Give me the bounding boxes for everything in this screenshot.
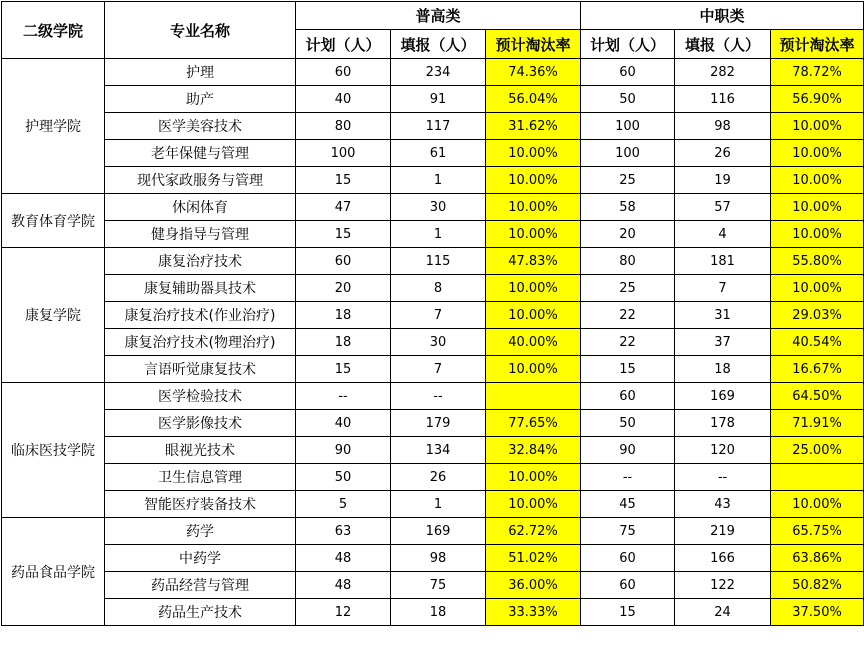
major-name: 智能医疗装备技术 xyxy=(105,491,296,518)
general-rate-cell: 10.00% xyxy=(486,194,581,221)
vocational-rate-cell: 10.00% xyxy=(771,275,864,302)
general-applied-cell: 61 xyxy=(391,140,486,167)
general-rate-cell: 10.00% xyxy=(486,491,581,518)
general-rate-cell: 33.33% xyxy=(486,599,581,626)
vocational-rate-cell: 10.00% xyxy=(771,491,864,518)
table-row xyxy=(2,329,864,356)
general-plan-cell: 15 xyxy=(296,167,391,194)
major-name: 康复治疗技术 xyxy=(105,248,296,275)
general-applied-cell: 234 xyxy=(391,59,486,86)
major-name: 康复治疗技术(作业治疗) xyxy=(105,302,296,329)
general-rate-cell: 47.83% xyxy=(486,248,581,275)
vocational-rate-cell: 10.00% xyxy=(771,221,864,248)
table-row xyxy=(2,464,864,491)
table-row xyxy=(2,221,864,248)
table-row xyxy=(2,518,864,545)
vocational-rate-cell: 64.50% xyxy=(771,383,864,410)
table-row xyxy=(2,113,864,140)
general-plan-cell: 5 xyxy=(296,491,391,518)
vocational-plan-cell: 80 xyxy=(581,248,675,275)
vocational-applied-cell: 57 xyxy=(675,194,771,221)
vocational-rate-cell: 37.50% xyxy=(771,599,864,626)
vocational-applied-cell: 7 xyxy=(675,275,771,302)
table-row xyxy=(2,599,864,626)
vocational-plan-cell: 50 xyxy=(581,410,675,437)
vocational-rate-cell: 50.82% xyxy=(771,572,864,599)
general-rate-cell: 10.00% xyxy=(486,140,581,167)
general-rate-cell: 62.72% xyxy=(486,518,581,545)
vocational-rate-cell: 29.03% xyxy=(771,302,864,329)
table-row xyxy=(2,275,864,302)
general-plan-cell: 60 xyxy=(296,248,391,275)
general-plan-cell: 63 xyxy=(296,518,391,545)
major-name: 康复治疗技术(物理治疗) xyxy=(105,329,296,356)
general-rate-cell: 36.00% xyxy=(486,572,581,599)
general-rate-cell: 74.36% xyxy=(486,59,581,86)
general-rate-cell: 10.00% xyxy=(486,302,581,329)
general-plan-cell: 48 xyxy=(296,545,391,572)
admission-table xyxy=(1,1,864,626)
general-applied-cell: -- xyxy=(391,383,486,410)
general-plan-cell: 60 xyxy=(296,59,391,86)
vocational-rate-cell: 71.91% xyxy=(771,410,864,437)
general-plan-cell: 15 xyxy=(296,221,391,248)
vocational-plan-cell: 100 xyxy=(581,140,675,167)
general-plan-cell: 50 xyxy=(296,464,391,491)
vocational-plan-cell: 15 xyxy=(581,599,675,626)
vocational-applied-cell: 169 xyxy=(675,383,771,410)
vocational-plan-cell: 20 xyxy=(581,221,675,248)
vocational-plan-cell: 60 xyxy=(581,59,675,86)
general-plan-cell: -- xyxy=(296,383,391,410)
general-rate-cell: 56.04% xyxy=(486,86,581,113)
general-plan-cell: 47 xyxy=(296,194,391,221)
table-row xyxy=(2,383,864,410)
major-name: 医学美容技术 xyxy=(105,113,296,140)
table-row xyxy=(2,437,864,464)
vocational-rate-cell: 55.80% xyxy=(771,248,864,275)
college-name: 护理学院 xyxy=(2,59,105,194)
vocational-rate-cell: 65.75% xyxy=(771,518,864,545)
table-row xyxy=(2,302,864,329)
general-applied-cell: 117 xyxy=(391,113,486,140)
general-applied-cell: 169 xyxy=(391,518,486,545)
college-name: 康复学院 xyxy=(2,248,105,383)
general-plan-cell: 90 xyxy=(296,437,391,464)
major-name: 眼视光技术 xyxy=(105,437,296,464)
college-name: 临床医技学院 xyxy=(2,383,105,518)
vocational-applied-cell: 178 xyxy=(675,410,771,437)
vocational-plan-cell: 25 xyxy=(581,167,675,194)
vocational-applied-cell: 26 xyxy=(675,140,771,167)
general-applied-header: 填报（人） xyxy=(391,30,486,59)
general-applied-cell: 75 xyxy=(391,572,486,599)
general-rate-header: 预计淘汰率 xyxy=(486,30,581,59)
general-rate-cell: 40.00% xyxy=(486,329,581,356)
vocational-applied-cell: 166 xyxy=(675,545,771,572)
vocational-applied-cell: 24 xyxy=(675,599,771,626)
general-group-header: 普高类 xyxy=(296,2,581,30)
major-name: 医学影像技术 xyxy=(105,410,296,437)
table-row xyxy=(2,545,864,572)
general-rate-cell: 51.02% xyxy=(486,545,581,572)
vocational-rate-cell: 78.72% xyxy=(771,59,864,86)
general-rate-cell: 10.00% xyxy=(486,356,581,383)
vocational-plan-cell: 25 xyxy=(581,275,675,302)
vocational-rate-cell: 10.00% xyxy=(771,167,864,194)
table-row xyxy=(2,410,864,437)
general-plan-cell: 100 xyxy=(296,140,391,167)
general-plan-cell: 15 xyxy=(296,356,391,383)
general-applied-cell: 1 xyxy=(391,167,486,194)
vocational-rate-cell: 63.86% xyxy=(771,545,864,572)
vocational-rate-cell: 10.00% xyxy=(771,140,864,167)
general-applied-cell: 1 xyxy=(391,221,486,248)
major-name: 药学 xyxy=(105,518,296,545)
major-name: 卫生信息管理 xyxy=(105,464,296,491)
college-header: 二级学院 xyxy=(2,2,105,59)
vocational-applied-cell: 120 xyxy=(675,437,771,464)
vocational-applied-cell: 4 xyxy=(675,221,771,248)
vocational-applied-header: 填报（人） xyxy=(675,30,771,59)
major-name: 康复辅助器具技术 xyxy=(105,275,296,302)
general-plan-cell: 20 xyxy=(296,275,391,302)
general-applied-cell: 26 xyxy=(391,464,486,491)
table-row xyxy=(2,491,864,518)
vocational-plan-cell: 60 xyxy=(581,545,675,572)
vocational-plan-cell: 60 xyxy=(581,383,675,410)
vocational-applied-cell: 122 xyxy=(675,572,771,599)
vocational-plan-cell: 75 xyxy=(581,518,675,545)
general-plan-cell: 18 xyxy=(296,329,391,356)
general-plan-header: 计划（人） xyxy=(296,30,391,59)
major-header: 专业名称 xyxy=(105,2,296,59)
major-name: 现代家政服务与管理 xyxy=(105,167,296,194)
vocational-applied-cell: 31 xyxy=(675,302,771,329)
general-applied-cell: 7 xyxy=(391,302,486,329)
vocational-plan-cell: -- xyxy=(581,464,675,491)
general-plan-cell: 40 xyxy=(296,410,391,437)
vocational-applied-cell: 37 xyxy=(675,329,771,356)
vocational-applied-cell: 18 xyxy=(675,356,771,383)
vocational-rate-cell xyxy=(771,464,864,491)
vocational-applied-cell: 43 xyxy=(675,491,771,518)
vocational-applied-cell: 116 xyxy=(675,86,771,113)
vocational-plan-cell: 58 xyxy=(581,194,675,221)
vocational-applied-cell: -- xyxy=(675,464,771,491)
general-rate-cell: 10.00% xyxy=(486,275,581,302)
vocational-plan-cell: 100 xyxy=(581,113,675,140)
major-name: 医学检验技术 xyxy=(105,383,296,410)
general-plan-cell: 18 xyxy=(296,302,391,329)
general-applied-cell: 179 xyxy=(391,410,486,437)
table-row xyxy=(2,248,864,275)
general-applied-cell: 30 xyxy=(391,329,486,356)
vocational-applied-cell: 219 xyxy=(675,518,771,545)
general-rate-cell: 31.62% xyxy=(486,113,581,140)
vocational-rate-cell: 56.90% xyxy=(771,86,864,113)
major-name: 老年保健与管理 xyxy=(105,140,296,167)
general-applied-cell: 1 xyxy=(391,491,486,518)
general-applied-cell: 115 xyxy=(391,248,486,275)
major-name: 言语听觉康复技术 xyxy=(105,356,296,383)
vocational-plan-cell: 15 xyxy=(581,356,675,383)
general-applied-cell: 18 xyxy=(391,599,486,626)
general-rate-cell: 10.00% xyxy=(486,221,581,248)
table-row xyxy=(2,86,864,113)
vocational-plan-cell: 60 xyxy=(581,572,675,599)
general-rate-cell: 77.65% xyxy=(486,410,581,437)
table-row xyxy=(2,194,864,221)
major-name: 护理 xyxy=(105,59,296,86)
vocational-rate-cell: 25.00% xyxy=(771,437,864,464)
vocational-plan-cell: 22 xyxy=(581,302,675,329)
vocational-rate-cell: 40.54% xyxy=(771,329,864,356)
vocational-applied-cell: 19 xyxy=(675,167,771,194)
general-applied-cell: 8 xyxy=(391,275,486,302)
major-name: 助产 xyxy=(105,86,296,113)
vocational-plan-cell: 50 xyxy=(581,86,675,113)
vocational-applied-cell: 282 xyxy=(675,59,771,86)
college-name: 药品食品学院 xyxy=(2,518,105,626)
vocational-applied-cell: 98 xyxy=(675,113,771,140)
table-row xyxy=(2,140,864,167)
general-plan-cell: 40 xyxy=(296,86,391,113)
vocational-rate-header: 预计淘汰率 xyxy=(771,30,864,59)
general-applied-cell: 30 xyxy=(391,194,486,221)
vocational-applied-cell: 181 xyxy=(675,248,771,275)
table-row xyxy=(2,356,864,383)
major-name: 中药学 xyxy=(105,545,296,572)
general-rate-cell xyxy=(486,383,581,410)
college-name: 教育体育学院 xyxy=(2,194,105,248)
major-name: 药品经营与管理 xyxy=(105,572,296,599)
table-body xyxy=(2,59,864,626)
general-plan-cell: 80 xyxy=(296,113,391,140)
general-plan-cell: 12 xyxy=(296,599,391,626)
major-name: 健身指导与管理 xyxy=(105,221,296,248)
table-row xyxy=(2,167,864,194)
general-plan-cell: 48 xyxy=(296,572,391,599)
vocational-plan-header: 计划（人） xyxy=(581,30,675,59)
general-applied-cell: 91 xyxy=(391,86,486,113)
general-rate-cell: 32.84% xyxy=(486,437,581,464)
general-rate-cell: 10.00% xyxy=(486,464,581,491)
major-name: 药品生产技术 xyxy=(105,599,296,626)
vocational-group-header: 中职类 xyxy=(581,2,864,30)
general-applied-cell: 134 xyxy=(391,437,486,464)
vocational-rate-cell: 10.00% xyxy=(771,194,864,221)
vocational-plan-cell: 90 xyxy=(581,437,675,464)
table-row xyxy=(2,59,864,86)
vocational-plan-cell: 22 xyxy=(581,329,675,356)
major-name: 休闲体育 xyxy=(105,194,296,221)
vocational-rate-cell: 16.67% xyxy=(771,356,864,383)
vocational-rate-cell: 10.00% xyxy=(771,113,864,140)
general-rate-cell: 10.00% xyxy=(486,167,581,194)
general-applied-cell: 98 xyxy=(391,545,486,572)
vocational-plan-cell: 45 xyxy=(581,491,675,518)
general-applied-cell: 7 xyxy=(391,356,486,383)
table-row xyxy=(2,572,864,599)
